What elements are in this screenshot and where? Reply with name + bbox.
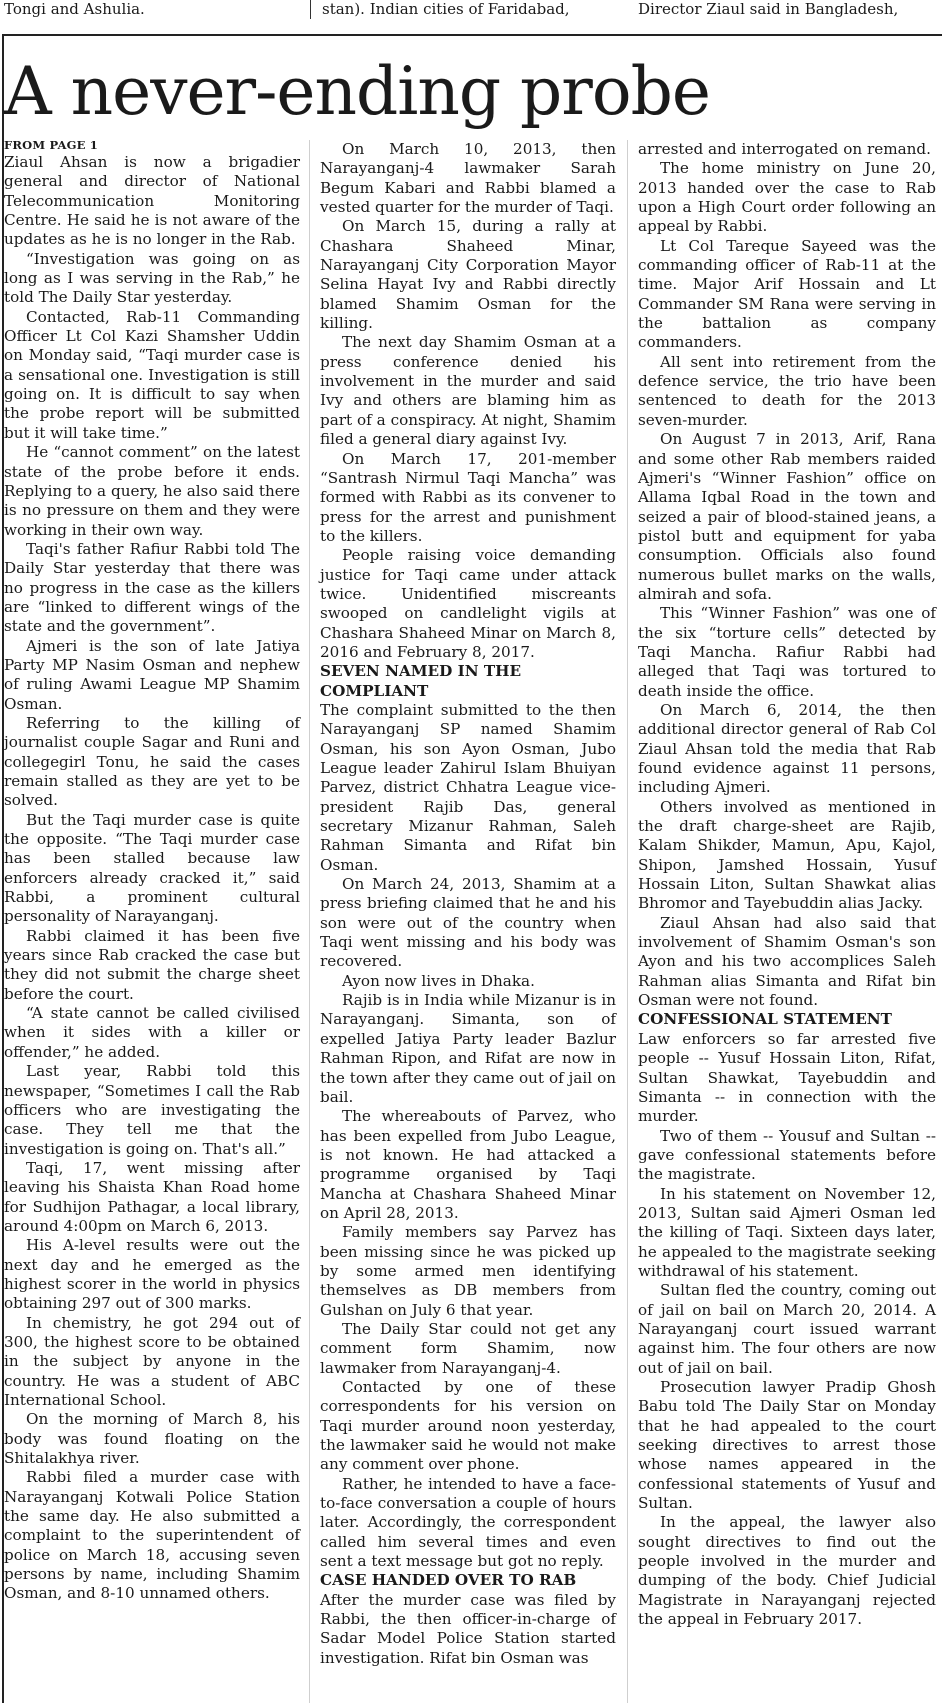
paragraph: The home ministry on June 20, 2013 handed over the case to Rab upon a High Court order following an appeal by Rabbi. — [638, 159, 936, 236]
paragraph: Last year, Rabbi told this newspaper, “Sometimes I call the Rab officers who are investigating the case. They tell me that the investigation is going on. That's all.” — [4, 1062, 300, 1158]
paragraph: arrested and interrogated on remand. — [638, 140, 931, 158]
paragraph: Ziaul Ahsan had also said that involvement of Shamim Osman's son Ayon and his two accomplices Saleh Rahman alias Simanta and Rifat bin Osman were not found. — [638, 913, 936, 1010]
paragraph: Family members say Parvez has been missing since he was picked up by some armed men identifying themselves as DB members from Gulshan on July 6 that year. — [320, 1223, 616, 1319]
article-column-3 — [638, 140, 936, 1629]
paragraph: The whereabouts of Parvez, who has been expelled from Jubo League, is not known. He had attacked a programme organised by Taqi Mancha at Chashara Shaheed Minar on April 28, 2013. — [320, 1107, 616, 1222]
strip-text-col2: stan). Indian cities of Faridabad, — [322, 0, 570, 18]
paragraph: But the Taqi murder case is quite the opposite. “The Taqi murder case has been stalled because law enforcers already cracked it,” said Rabbi, a prominent cultural personality of Narayanganj. — [4, 810, 300, 926]
column-divider-2 — [627, 140, 628, 1703]
paragraph: Law enforcers so far arrested five people -- Yusuf Hossain Liton, Rifat, Sultan Shawkat, Tayebuddin and Simanta -- in connection with the murder. — [638, 1029, 936, 1126]
paragraph: The complaint submitted to the then Narayanganj SP named Shamim Osman, his son Ayon Osman, Jubo League leader Zahirul Islam Bhuiyan Parvez, district Chhatra League vice-president Rajib Das, general secretary Mizanur Rahman, Saleh Rahman Simanta and Rifat bin Osman. — [320, 700, 616, 874]
paragraph: Rather, he intended to have a face-to-face conversation a couple of hours later. Accordingly, the correspondent called him several times and even sent a text message but got no reply. — [320, 1474, 616, 1571]
paragraph: Contacted, Rab-11 Commanding Officer Lt Col Kazi Shamsher Uddin on Monday said, “Taqi murder case is a sensational one. Investigation is still going on. It is difficult to say when the probe report will be submitted but it will take time.” — [4, 307, 300, 442]
paragraph: His A-level results were out the next day and he emerged as the highest scorer in the world in physics obtaining 297 out of 300 marks. — [4, 1236, 300, 1313]
paragraph: “A state cannot be called civilised when it sides with a killer or offender,” he added. — [4, 1004, 300, 1061]
subhead-seven-named: SEVEN NAMED IN THE COMPLIANT — [320, 662, 522, 700]
paragraph: Taqi, 17, went missing after leaving his Shaista Khan Road home for Sudhijon Pathagar, a local library, around 4:00pm on March 6, 2013. — [4, 1158, 300, 1235]
paragraph: Prosecution lawyer Pradip Ghosh Babu told The Daily Star on Monday that he had appealed to the court seeking directives to arrest those whose names appeared in the confessional statements of Yusuf and Sultan. — [638, 1378, 936, 1513]
previous-article-strip — [0, 0, 942, 22]
paragraph: Contacted by one of these correspondents for his version on Taqi murder around noon yesterday, the lawmaker said he would not make any comment over phone. — [320, 1378, 616, 1474]
paragraph: After the murder case was filed by Rabbi, the then officer-in-charge of Sadar Model Police Station started investigation. Rifat bin Osman was — [320, 1590, 616, 1667]
paragraph: The Daily Star could not get any comment form Shamim, now lawmaker from Narayanganj-4. — [320, 1319, 616, 1377]
paragraph: Ajmeri is the son of late Jatiya Party MP Nasim Osman and nephew of ruling Awami League MP Shamim Osman. — [4, 636, 300, 713]
paragraph: Others involved as mentioned in the draft charge-sheet are Rajib, Kalam Shikder, Mamun, Apu, Kajol, Shipon, Jamshed Hossain, Yusuf Hossain Liton, Sultan Shawkat alias Bhromor and Tayebuddin alias Jacky. — [638, 797, 936, 913]
paragraph: On March 24, 2013, Shamim at a press briefing claimed that he and his son were out of the country when Taqi went missing and his body was recovered. — [320, 875, 616, 971]
paragraph: Lt Col Tareque Sayeed was the commanding officer of Rab-11 at the time. Major Arif Hossain and Lt Commander SM Rana were serving in the battalion as company commanders. — [638, 236, 936, 352]
paragraph: In the appeal, the lawyer also sought directives to find out the people involved in the murder and dumping of the body. Chief Judicial Magistrate in Narayanganj rejected the appeal in February 2017. — [638, 1513, 936, 1629]
paragraph: On August 7 in 2013, Arif, Rana and some other Rab members raided Ajmeri's “Winner Fashion” office on Allama Iqbal Road in the town and seized a pair of blood-stained jeans, a pistol butt and equipment for yaba consumption. Officials also found numerous bullet marks on the walls, almirah and sofa. — [638, 430, 936, 603]
paragraph: In his statement on November 12, 2013, Sultan said Ajmeri Osman led the killing of Taqi. Sixteen days later, he appealed to the magistrate seeking withdrawal of his statement. — [638, 1184, 936, 1280]
paragraph: Rajib is in India while Mizanur is in Narayanganj. Simanta, son of expelled Jatiya Party leader Bazlur Rahman Ripon, and Rifat are now in the town after they came out of jail on bail. — [320, 991, 616, 1106]
paragraph: Two of them -- Yousuf and Sultan -- gave confessional statements before the magistrate. — [638, 1126, 936, 1184]
paragraph: Ayon now lives in Dhaka. — [342, 971, 535, 990]
paragraph: This “Winner Fashion” was one of the six “torture cells” detected by Taqi Mancha. Rafiur Rabbi had alleged that Taqi was tortured to death inside the office. — [638, 604, 936, 700]
paragraph: On March 6, 2014, the then additional director general of Rab Col Ziaul Ahsan told the media that Rab found evidence against 11 persons, including Ajmeri. — [638, 700, 936, 797]
strip-divider — [310, 0, 311, 19]
paragraph: He “cannot comment” on the latest state of the probe before it ends. Replying to a query, he also said there is no pressure on them and they were working in their own way. — [4, 443, 300, 539]
article-column-1 — [4, 138, 300, 1604]
paragraph: In chemistry, he got 294 out of 300, the highest score to be obtained in the subject by anyone in the country. He was a student of ABC International School. — [4, 1313, 300, 1409]
subhead-confessional: CONFESSIONAL STATEMENT — [638, 1010, 892, 1029]
paragraph: On March 10, 2013, then Narayanganj-4 lawmaker Sarah Begum Kabari and Rabbi blamed a vested quarter for the murder of Taqi. — [320, 140, 616, 217]
paragraph: Sultan fled the country, coming out of jail on bail on March 20, 2014. A Narayanganj court issued warrant against him. The four others are now out of jail on bail. — [638, 1281, 936, 1377]
column-divider-1 — [309, 140, 310, 1703]
subhead-case-handed: CASE HANDED OVER TO RAB — [320, 1571, 577, 1590]
article-top-rule — [2, 34, 942, 36]
paragraph: People raising voice demanding justice for Taqi came under attack twice. Unidentified miscreants swooped on candlelight vigils at Chashara Shaheed Minar on March 8, 2016 and February 8, 2017. — [320, 546, 616, 661]
headline: A never-ending probe — [4, 53, 710, 130]
jump-label: FROM PAGE 1 — [4, 138, 98, 152]
paragraph: The next day Shamim Osman at a press conference denied his involvement in the murder and said Ivy and others are blaming him as part of a conspiracy. At night, Shamim filed a general diary against Ivy. — [320, 333, 616, 449]
paragraph: Rabbi filed a murder case with Narayanganj Kotwali Police Station the same day. He also submitted a complaint to the superintendent of police on March 18, accusing seven persons by name, including Shamim Osman, and 8-10 unnamed others. — [4, 1468, 300, 1603]
paragraph: On March 15, during a rally at Chashara Shaheed Minar, Narayanganj City Corporation Mayor Selina Hayat Ivy and Rabbi directly blamed Shamim Osman for the killing. — [320, 217, 616, 333]
paragraph: Rabbi claimed it has been five years since Rab cracked the case but they did not submit the charge sheet before the court. — [4, 926, 300, 1003]
paragraph: Taqi's father Rafiur Rabbi told The Daily Star yesterday that there was no progress in the case as the killers are “linked to different wings of the state and the government”. — [4, 539, 300, 636]
article-column-2 — [320, 140, 616, 1668]
paragraph: Referring to the killing of journalist couple Sagar and Runi and collegegirl Tonu, he said the cases remain stalled as they are yet to be solved. — [4, 713, 300, 810]
strip-text-col3: Director Ziaul said in Bangladesh, — [638, 0, 899, 18]
paragraph: On the morning of March 8, his body was found floating on the Shitalakhya river. — [4, 1410, 300, 1468]
paragraph: “Investigation was going on as long as I was serving in the Rab,” he told The Daily Star yesterday. — [4, 249, 300, 307]
strip-text-col1: Tongi and Ashulia. — [4, 0, 145, 18]
paragraph: Ziaul Ahsan is now a brigadier general and director of National Telecommunication Monitoring Centre. He said he is not aware of the updates as he is no longer in the Rab. — [4, 153, 300, 249]
paragraph: On March 17, 201-member “Santrash Nirmul Taqi Mancha” was formed with Rabbi as its convener to press for the arrest and punishment to the killers. — [320, 449, 616, 545]
paragraph: All sent into retirement from the defence service, the trio have been sentenced to death for the 2013 seven-murder. — [638, 352, 936, 429]
